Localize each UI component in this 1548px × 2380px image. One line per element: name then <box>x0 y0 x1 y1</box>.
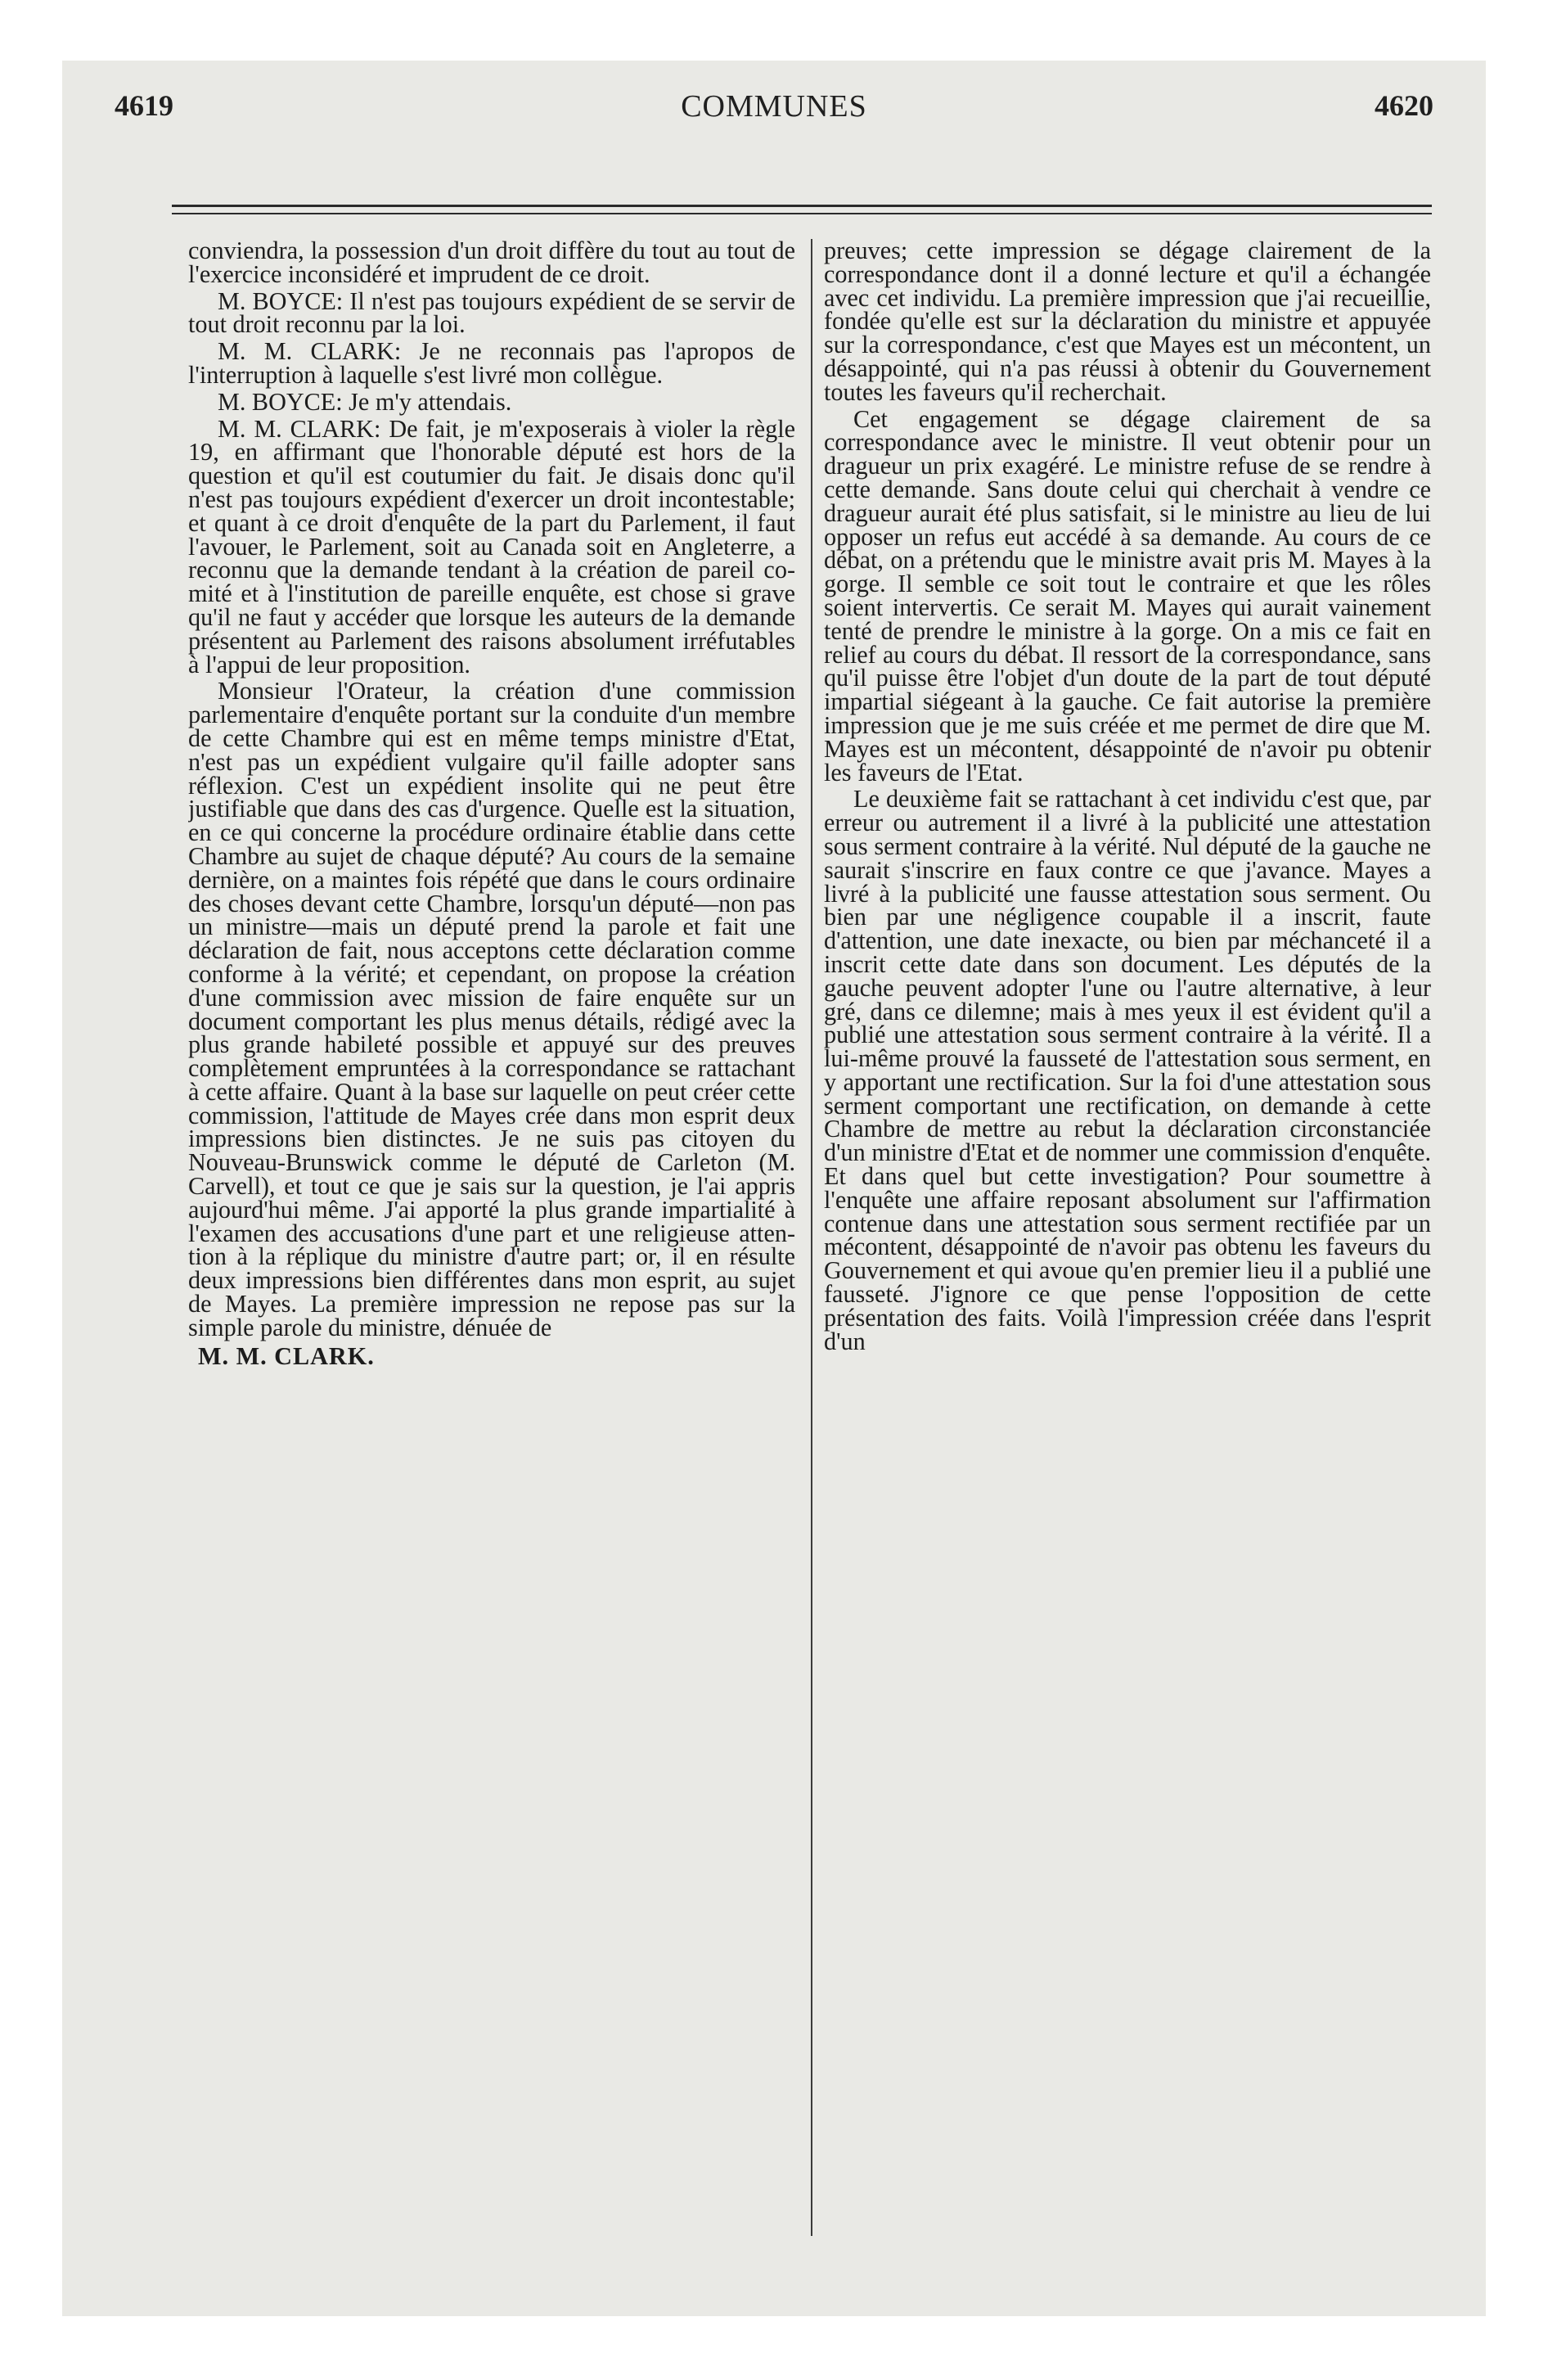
header-rule-bottom <box>172 213 1432 214</box>
left-paragraph: M. BOYCE: Il n'est pas toujours expédient de se servir de tout droit reconnu par la loi. <box>188 286 795 339</box>
left-paragraph: M. M. CLARK: Je ne reconnais pas l'apropos de l'interruption à laquelle s'est livré mon collègue. <box>188 337 795 389</box>
right-paragraph: Le deuxième fait se rattachant à cet individu c'est que, par erreur ou autrement il a livré à la publicité une attestation sous serment contraire à la vérité. Nul député de la gauche ne saurait s'inscrire en faux contre ce que j'avance. Mayes a livré à la publicité une fausse attestation sous serment. Ou bien par une négligence coupable il a inscrit, faute d'attention, une date inexacte, ou bien par méchanceté il a inscrit cette date dans son document. Les députés de la gauche peuvent adopter l'une ou l'autre alternative, à leur gré, dans ce dilemne; mais à mes yeux il est évident qu'il a publié une attestation sous serment contraire à la vérité. Il a lui-même prouvé la fausseté de l'attestation sous serment, en y apportant une rectification. Sur la foi d'une attestation sous serment comportant une rectification, on demande à cette Chambre de mettre au rebut la déclaration circonstanciée d'un ministre d'Etat et de nommer une commission d'enquête. Et dans quel but cette investigation? Pour soumettre à l'enquête une affaire reposant absolument sur l'affirmation contenue dans une attestation sous serment rectifiée par un mécontent, désappointé de n'avoir pas obtenu les faveurs du Gouvernement et qui avoue qu'en premier lieu il a publié une fausseté. J'ignore ce que pense l'opposition de cette présentation des faits. Voilà l'impression créée dans l'esprit d'un <box>824 785 1431 1355</box>
left-paragraph: conviendra, la possession d'un droit diffère du tout au tout de l'exercice inconsidéré et imprudent de ce droit. <box>188 239 795 288</box>
left-paragraph: M. BOYCE: Je m'y attendais. <box>218 387 512 416</box>
left-paragraph: M. M. CLARK: De fait, je m'exposerais à violer la règle 19, en affirmant que l'honorable député est hors de la question et qu'il est coutumier du fait. Je disais donc qu'il n'est pas toujours expédient d'exercer un droit incontestable; et quant à ce droit d'enquête de la part du Parlement, il faut l'avouer, le Parlement, soit au Canada soit en Angleterre, a reconnu que la demande tendant à la création de pareil comité et à l'institution de pareille enquête, est chose si grave qu'il ne faut y accéder que lorsque les auteurs de la demande présentent au Parlement des raisons absolument irréfutables à l'appui de leur proposition. <box>188 414 795 678</box>
running-title: COMMUNES <box>681 89 867 124</box>
page-number-right: 4620 <box>1375 89 1433 122</box>
right-column <box>824 239 1431 2293</box>
left-column <box>188 239 795 2293</box>
right-paragraph: Cet engagement se dégage clairement de sa correspondance avec le ministre. Il veut obtenir pour un dragueur un prix exagéré. Le ministre refuse de se rendre à cette demande. Sans doute celui qui cherchait à vendre ce dragueur aurait été plus satisfait, si le ministre au lieu de lui opposer un refus eut accédé à sa demande. Au cours de ce débat, on a prétendu que le ministre avait pris M. Mayes à la gorge. Il semble ce soit tout le contraire et que les rôles soient intervertis. Ce serait M. Mayes qui aurait vainement tenté de prendre le ministre à la gorge. On a mis ce fait en relief au cours du débat. Il ressort de la correspondance, sans qu'il puisse être l'objet d'un doute de la part de tout député impartial siégeant à la gauche. Ce fait autorise la première impression que je me suis créée et me permet de dire que M. Mayes est un mécontent, désappointé de n'avoir pu obtenir les faveurs de l'Etat. <box>824 404 1431 787</box>
left-paragraph: Monsieur l'Orateur, la création d'une commission parlementaire d'enquête portant sur la conduite d'un membre de cette Chambre qui est en même temps ministre d'Etat, n'est pas un expédient vulgaire qu'il faille adopter sans réflexion. C'est un expédient insolite qui ne peut être justifiable que dans des cas d'urgence. Quelle est la situation, en ce qui concerne la procédure ordinaire établie dans cette Chambre au sujet de chaque député? Au cours de la semaine dernière, on a maintes fois répété que dans le cours ordinaire des choses devant cette Chambre, lorsqu'un député—non pas un ministre—mais un député prend la parole et fait une déclaration de fait, nous acceptons cette déclaration comme conforme à la vérité; et cependant, on propose la création d'une commission avec mission de faire enquête sur un document comportant les plus menus détails, rédigé avec la plus grande habileté possible et appuyé sur des preuves complètement empruntées à la correspondance se rattachant à cette affaire. Quant à la base sur laquelle on peut créer cette commission, l'attitude de Mayes crée dans mon esprit deux impressions bien distinctes. Je ne suis pas citoyen du Nouveau-Brunswick comme le député de Carleton (M. Carvell), et tout ce que je sais sur la question, je l'ai appris aujourd'hui même. J'ai apporté la plus grande impartialité à l'examen des accusations d'une part et une religieuse attention à la réplique du ministre d'autre part; or, il en résulte deux impressions bien différentes dans mon esprit, au sujet de Mayes. La première impression ne repose pas sur la simple parole du ministre, dénuée de <box>188 677 795 1341</box>
right-paragraph: preuves; cette impression se dégage clairement de la correspondance dont il a donné lecture et qu'il a échangée avec cet individu. La première impression que j'ai recueillie, fondée qu'elle est sur la déclaration du ministre et appuyée sur la correspondance, c'est que Mayes est un mécontent, un désappointé, qui n'a pas réussi à obtenir du Gouvernement toutes les faveurs qu'il recherchait. <box>824 239 1431 406</box>
page-number-left: 4619 <box>115 89 173 122</box>
column-divider <box>811 239 812 2236</box>
page-header <box>115 88 1433 137</box>
header-rule-top <box>172 205 1432 207</box>
speaker-signature: M. M. CLARK. <box>198 1341 375 1370</box>
